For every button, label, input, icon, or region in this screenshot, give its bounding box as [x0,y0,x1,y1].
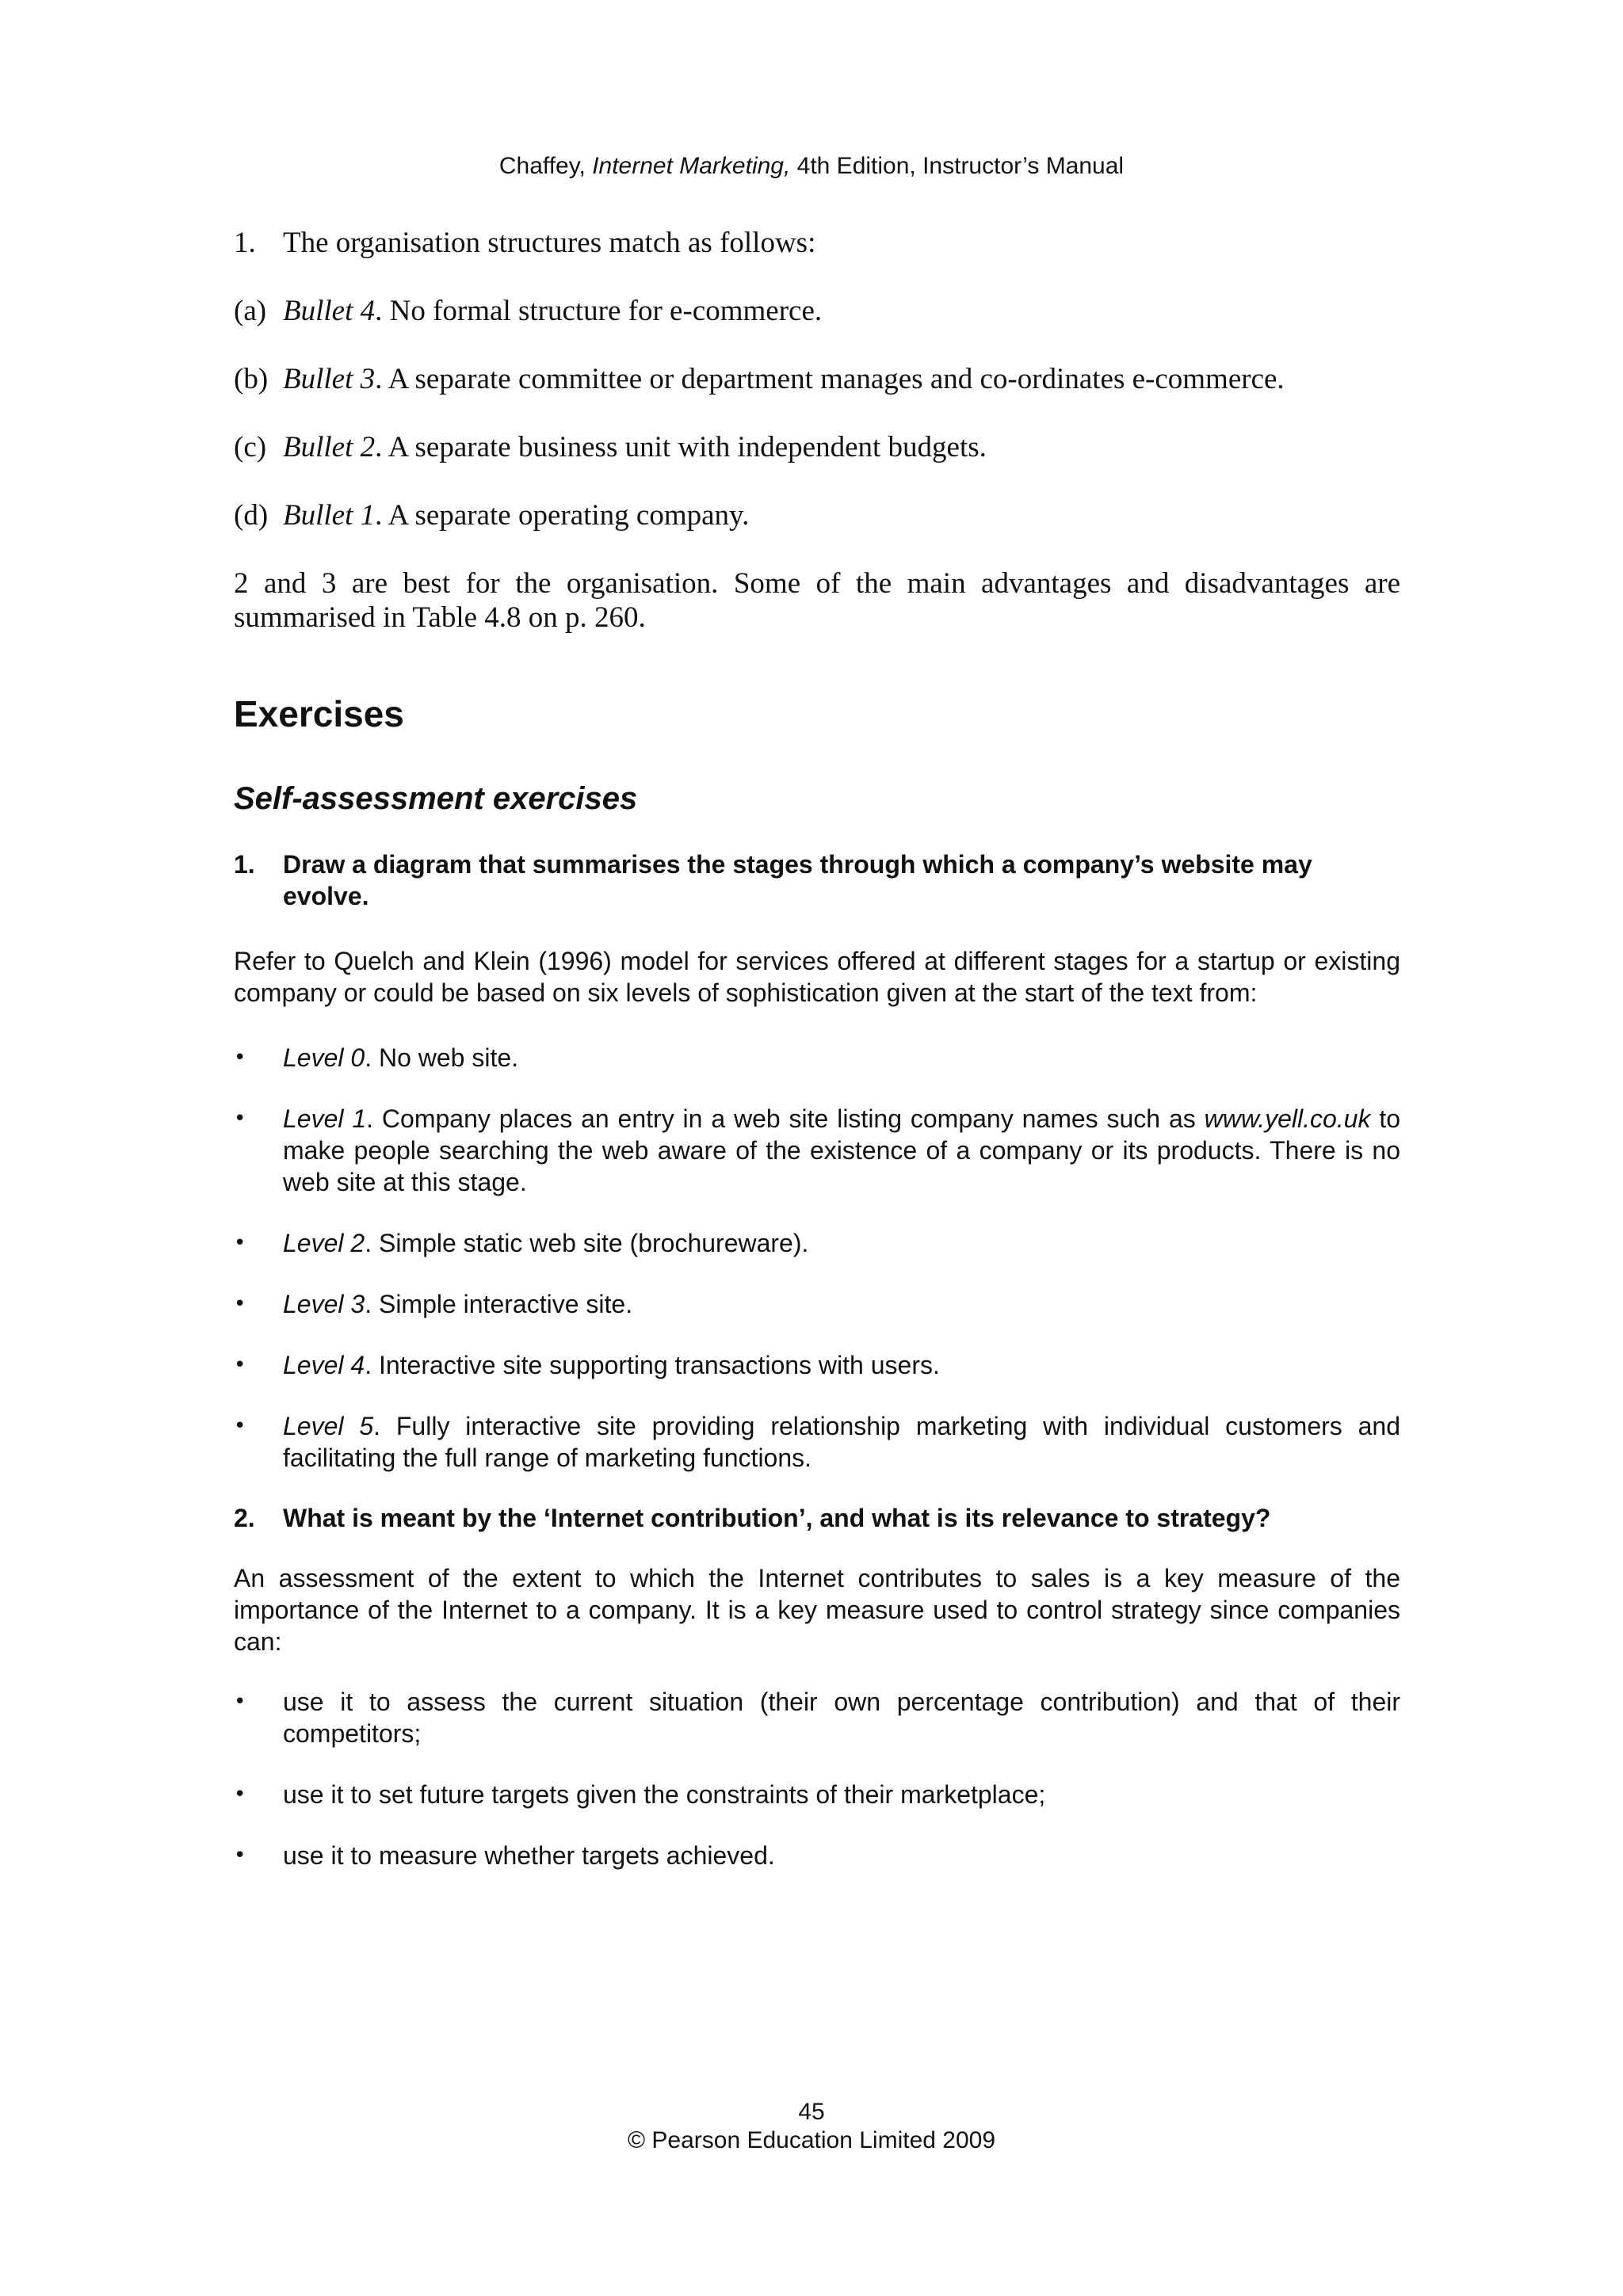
intro-list-item [234,362,1400,396]
question-2 [234,1502,1400,1534]
intro-item-bullet: Bullet 1 [283,499,376,532]
level-text: . Company places an entry in a web site listing company names such as [366,1104,1205,1133]
intro-summary-paragraph: 2 and 3 are best for the organisation. Some of the main advantages and disadvantages are summarised in Table 4.8 on p. 260. [234,567,1400,634]
intro-item-text: . A separate committee or department manages and co-ordinates e-commerce. [375,363,1285,395]
bullet-icon: • [234,1292,246,1316]
level-bullet [234,1103,1400,1198]
strategy-bullet [234,1840,1400,1871]
level-label: Level 1 [283,1104,367,1133]
subsection-title: Self-assessment exercises [234,781,638,816]
header-book-title: Internet Marketing, [592,153,791,179]
bullet-icon: • [234,1231,246,1255]
bullet-icon: • [234,1046,246,1070]
level-label: Level 3 [283,1290,365,1318]
level-bullet [234,1288,1400,1320]
level-text: to make people searching the web aware of the existence of a company or its products. There is no web site at this stage. [283,1104,1401,1196]
intro-list-item [234,498,1400,532]
level-bullet [234,1410,1400,1474]
level-text: . Simple interactive site. [365,1290,633,1318]
question-number: 2. [234,1504,255,1532]
question-text: What is meant by the ‘Internet contribution’, and what is its relevance to strategy? [283,1504,1271,1532]
strategy-bullet [234,1686,1400,1749]
copyright-notice: © Pearson Education Limited 2009 [627,2127,996,2153]
intro-item-label: (d) [234,499,269,532]
strategy-bullet [234,1779,1400,1810]
intro-item-text: . A separate business unit with independent budgets. [375,431,987,463]
intro-list-item [234,430,1400,464]
intro-item-text: . A separate operating company. [375,499,750,532]
section-title: Exercises [234,693,404,734]
intro-number: 1. [234,227,256,259]
intro-text: The organisation structures match as follows: [283,227,816,259]
bullet-text: use it to assess the current situation (their own percentage contribution) and that of their competitors; [283,1688,1400,1748]
intro-numbered-item [234,226,1400,260]
header-author: Chaffey, [498,153,593,179]
question-1 [234,849,1400,912]
intro-item-bullet: Bullet 2 [283,431,376,463]
bullet-icon: • [234,1414,246,1438]
level-label: Level 2 [283,1229,365,1257]
bullet-icon: • [234,1107,246,1131]
header-edition: 4th Edition, Instructor’s Manual [790,153,1125,179]
intro-item-text: . No formal structure for e-commerce. [375,295,823,327]
level-label: Level 0 [283,1043,365,1072]
level-text: . Interactive site supporting transactions with users. [365,1351,940,1379]
question-text: Draw a diagram that summarises the stages through which a company’s website may evolve. [283,850,1312,910]
level-text: . No web site. [365,1043,519,1072]
intro-item-label: (a) [234,295,267,327]
level-label: Level 5 [283,1412,374,1440]
answer-paragraph: An assessment of the extent to which the Internet contributes to sales is a key measure of the importance of the Internet to a company. It is a key measure used to control strategy since companies can: [234,1564,1400,1656]
page-number: 45 [798,2099,825,2125]
running-header [0,151,1623,182]
level-bullet [234,1349,1400,1381]
page-content [234,226,1400,1871]
bullet-text: use it to measure whether targets achieved. [283,1841,775,1870]
level-label: Level 4 [283,1351,365,1379]
website-link: www.yell.co.uk [1204,1104,1371,1133]
intro-item-label: (b) [234,363,269,395]
bullet-icon: • [234,1353,246,1377]
answer-paragraph: Refer to Quelch and Klein (1996) model for services offered at different stages for a startup or existing company or could be based on six levels of sophistication given at the start of the text from: [234,947,1400,1007]
question-number: 1. [234,850,255,879]
bullet-text: use it to set future targets given the constraints of their marketplace; [283,1780,1046,1809]
level-text: . Simple static web site (brochureware). [365,1229,809,1257]
bullet-icon: • [234,1783,246,1806]
intro-item-bullet: Bullet 3 [283,363,376,395]
intro-list-item [234,294,1400,328]
level-text: . Fully interactive site providing relationship marketing with individual customers and facilitating the full range of marketing functions. [283,1412,1400,1472]
bullet-icon: • [234,1844,246,1867]
bullet-icon: • [234,1690,246,1714]
intro-item-bullet: Bullet 4 [283,295,376,327]
level-bullet [234,1042,1400,1074]
level-bullet [234,1227,1400,1259]
intro-item-label: (c) [234,431,267,463]
